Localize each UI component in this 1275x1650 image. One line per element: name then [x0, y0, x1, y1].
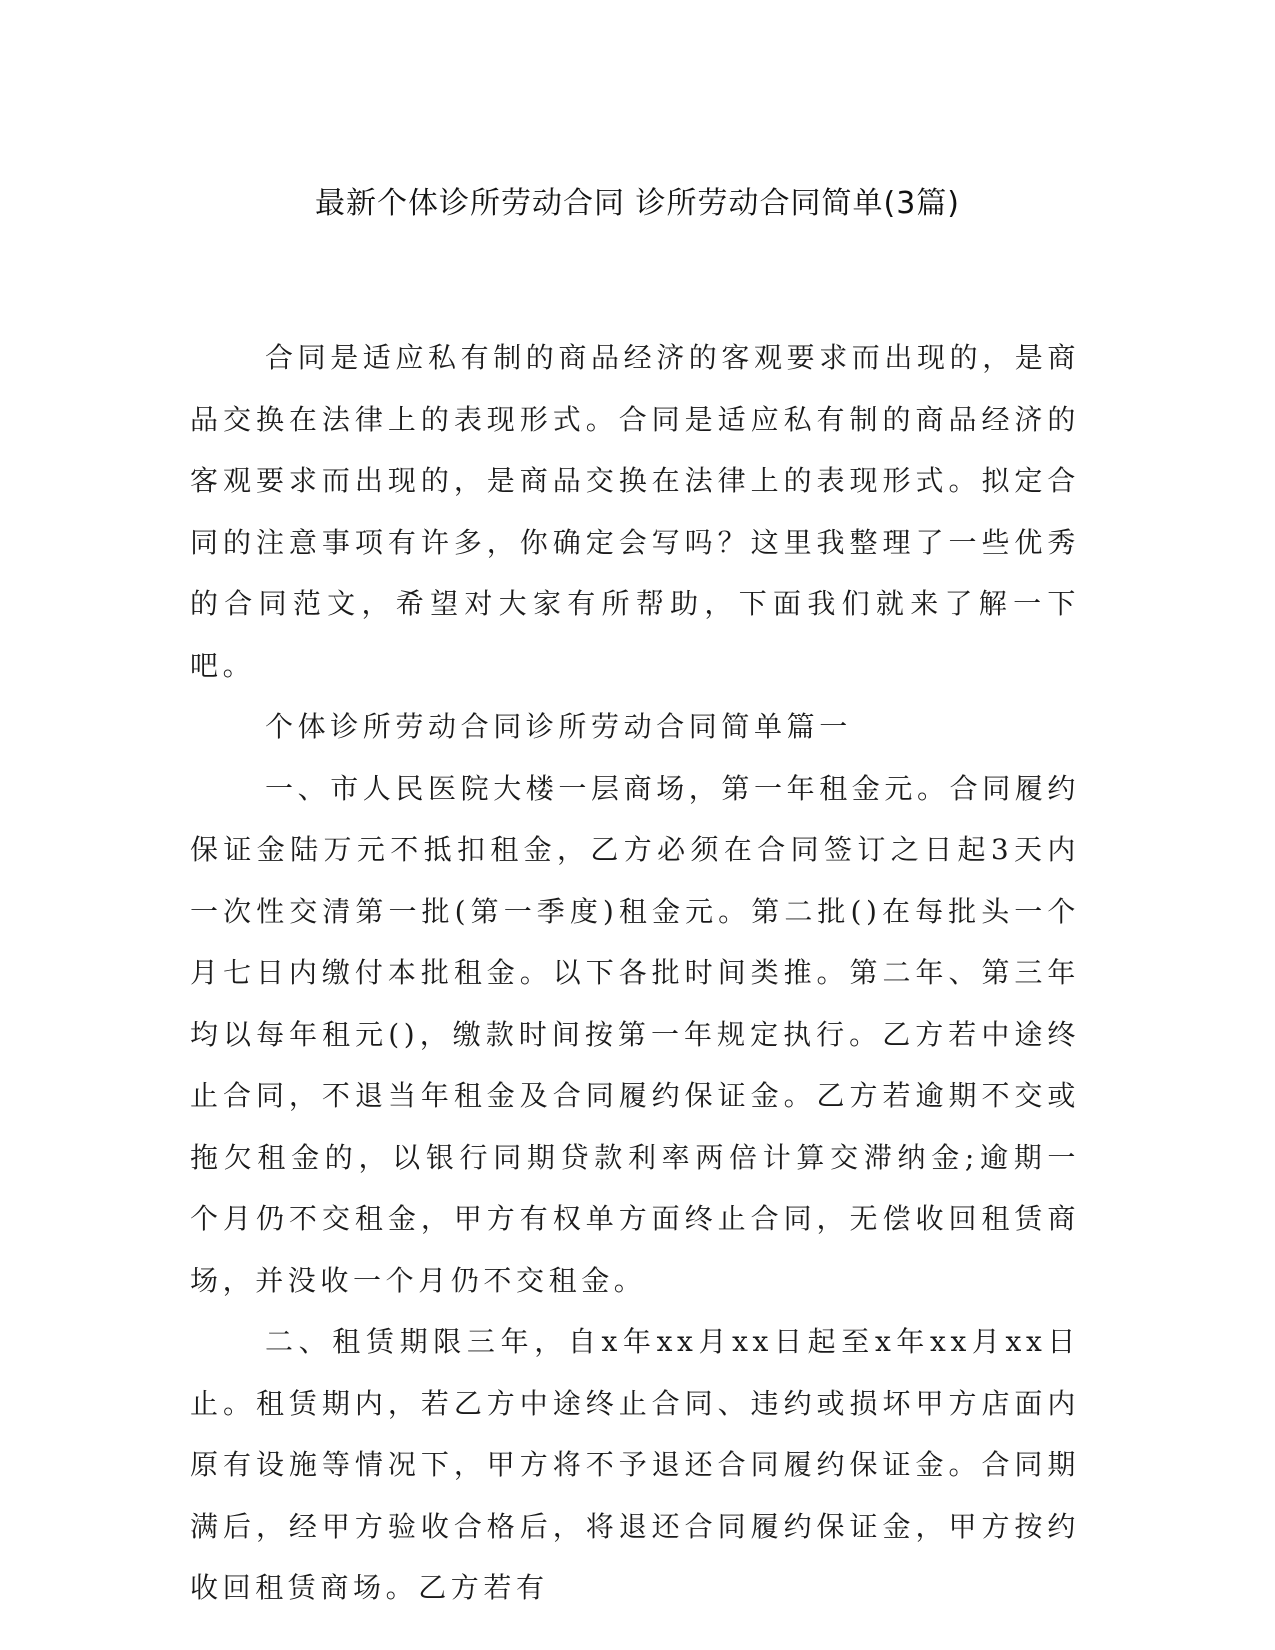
clause-paragraph-1: 一、市人民医院大楼一层商场，第一年租金元。合同履约保证金陆万元不抵扣租金，乙方必须在合同签订之日起3天内一次性交清第一批(第一季度)租金元。第二批()在每批头一个月七日内缴付本批租金。以下各批时间类推。第二年、第三年均以每年租元()，缴款时间按第一年规定执行。乙方若中途终止合同，不退当年租金及合同履约保证金。乙方若逾期不交或拖欠租金的，以银行同期贷款利率两倍计算交滞纳金;逾期一个月仍不交租金，甲方有权单方面终止合同，无偿收回租赁商场，并没收一个月仍不交租金。	[190, 771, 1081, 1297]
clause-paragraph-2: 二、租赁期限三年，自x年xx月xx日起至x年xx月xx日止。租赁期内，若乙方中途终止合同、违约或损坏甲方店面内原有设施等情况下，甲方将不予退还合同履约保证金。合同期满后，经甲方验收合格后，将退还合同履约保证金，甲方按约收回租赁商场。乙方若有	[190, 1325, 1080, 1604]
section-heading: 个体诊所劳动合同诊所劳动合同简单篇一	[265, 710, 852, 743]
document-title: 最新个体诊所劳动合同 诊所劳动合同简单(3篇)	[314, 186, 961, 221]
intro-paragraph: 合同是适应私有制的商品经济的客观要求而出现的，是商品交换在法律上的表现形式。合同是适应私有制的商品经济的客观要求而出现的，是商品交换在法律上的表现形式。拟定合同的注意事项有许多，你确定会写吗？这里我整理了一些优秀的合同范文，希望对大家有所帮助，下面我们就来了解一下吧。	[190, 341, 1081, 682]
document-body	[190, 327, 1080, 1619]
